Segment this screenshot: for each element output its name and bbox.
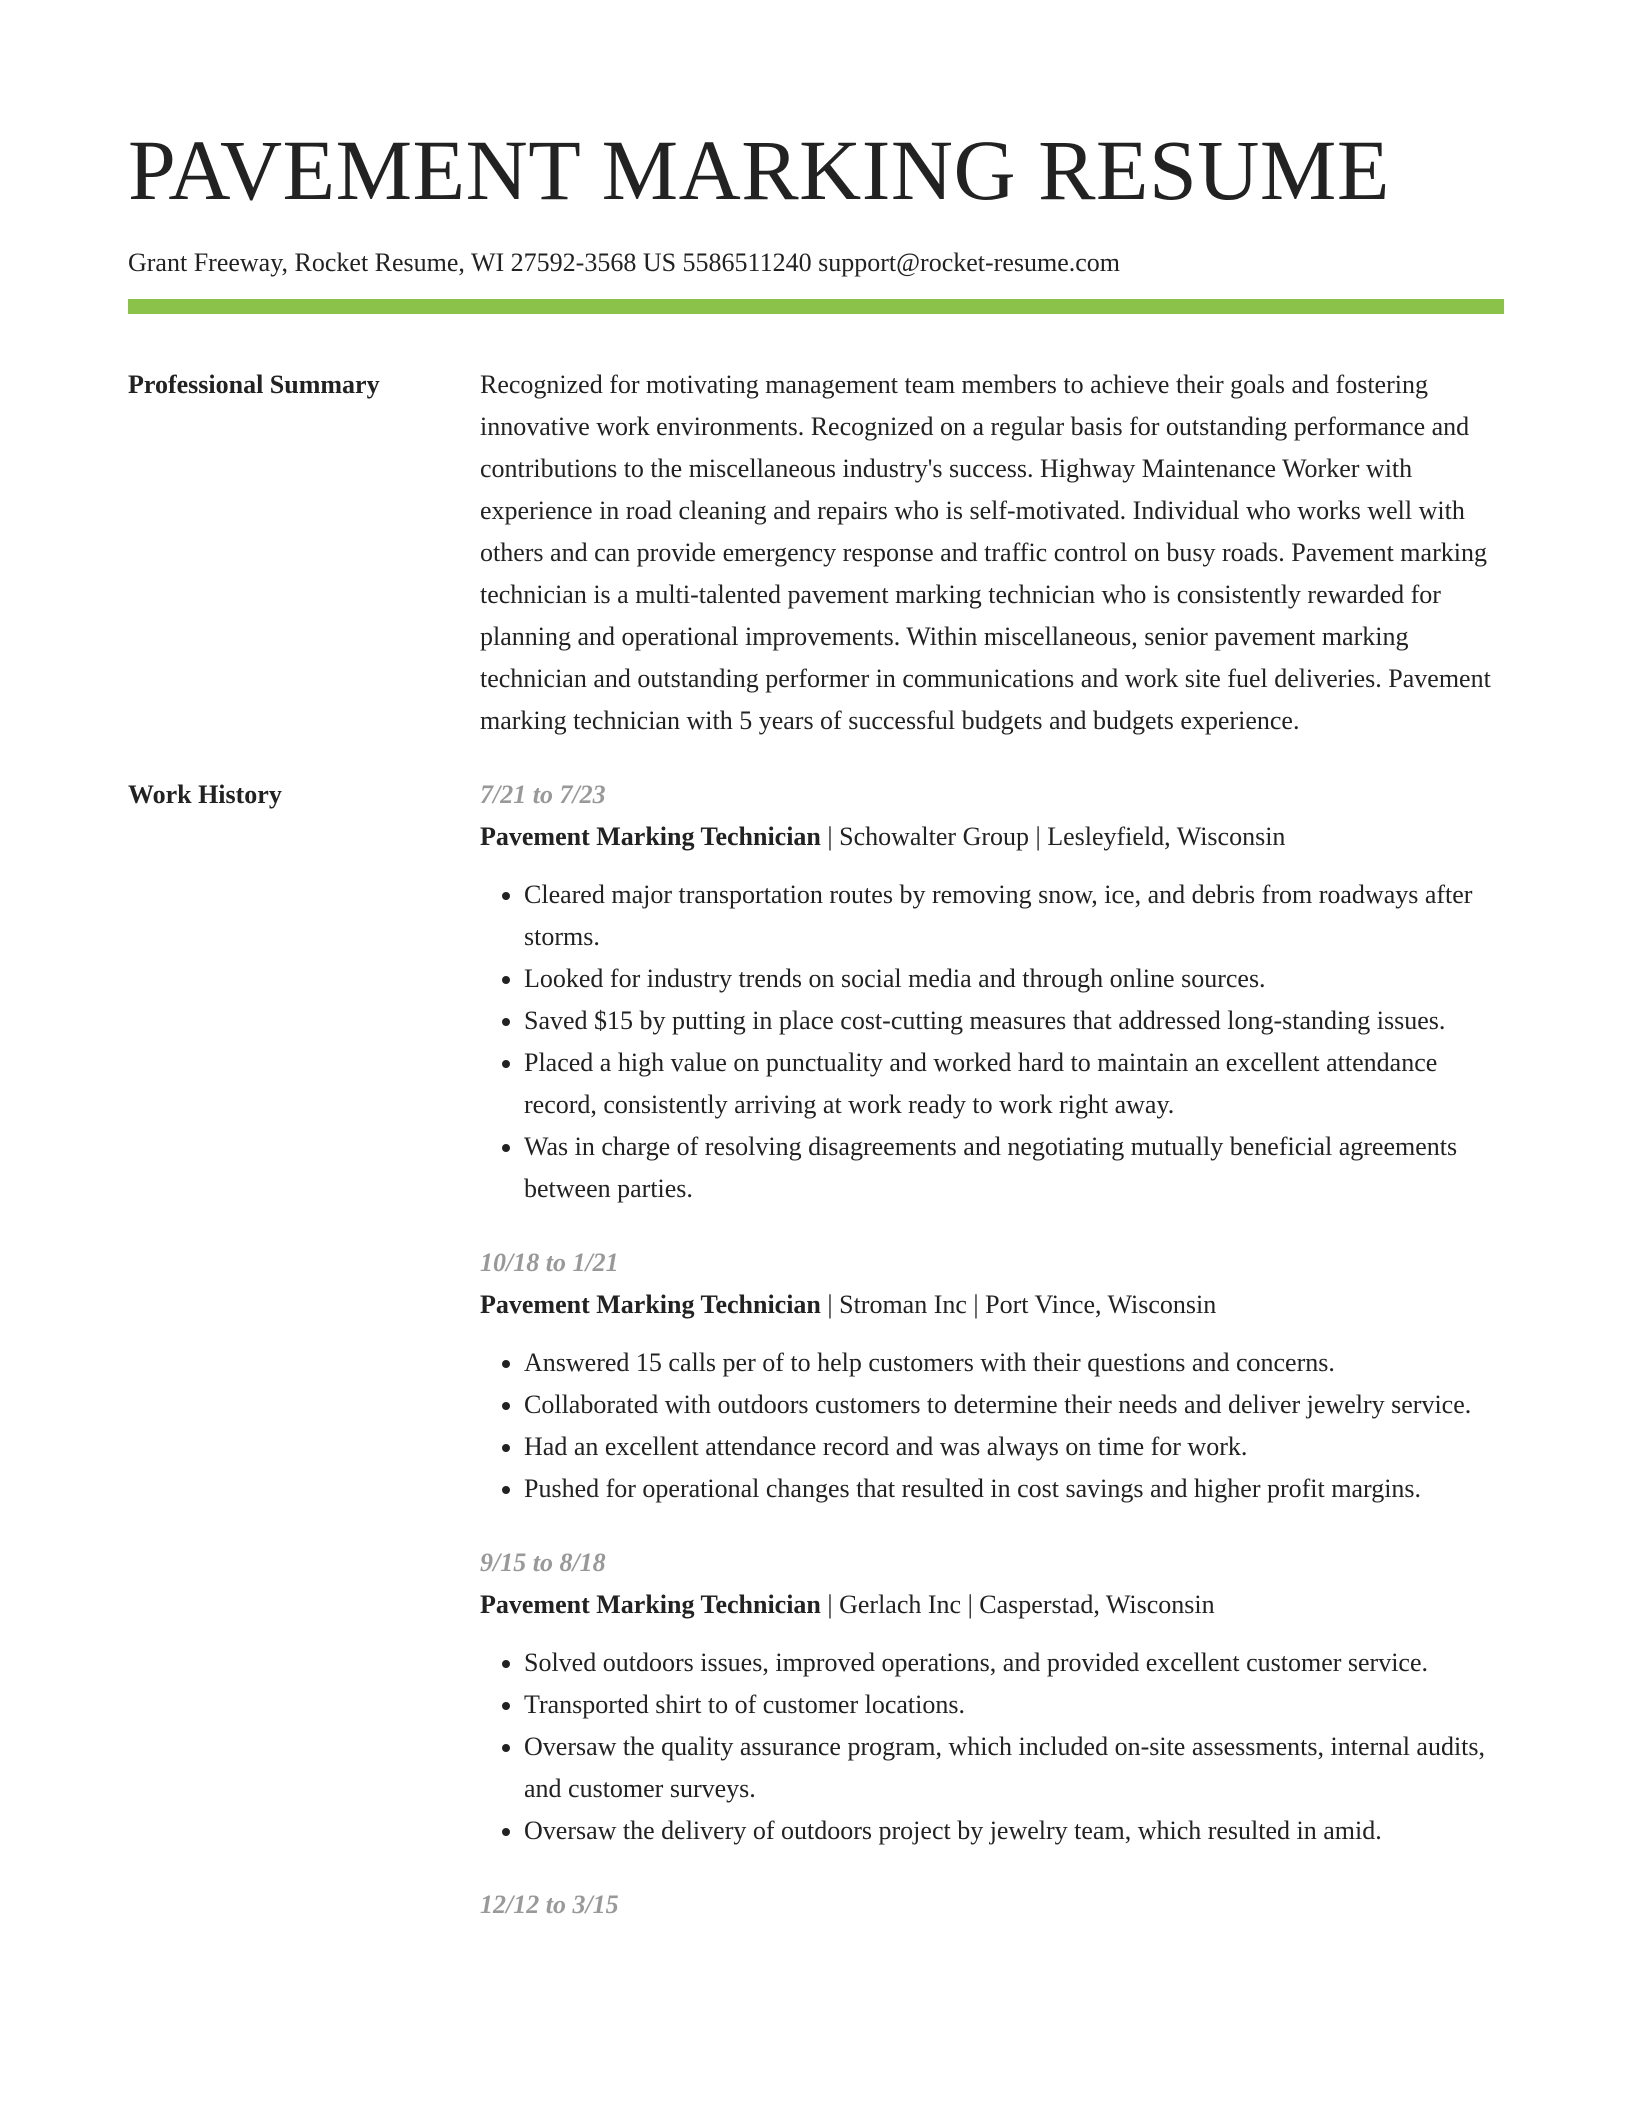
resume-page (128, 0, 1504, 1926)
job-employer-location: | Schowalter Group | Lesleyfield, Wisconsin (820, 822, 1286, 851)
job-bullet: • Had an excellent attendance record and was always on time for work. (524, 1426, 1504, 1468)
job-bullet: • Oversaw the delivery of outdoors project by jewelry team, which resulted in amid. (524, 1810, 1504, 1852)
summary-text: Recognized for motivating management team members to achieve their goals and fostering innovative work environments. Recognized on a regular basis for outstanding performance and contributions to the miscellaneous industry's success. Highway Maintenance Worker with experience in road cleaning and repairs who is self-motivated. Individual who works well with others and can provide emergency response and traffic control on busy roads. Pavement marking technician is a multi-talented pavement marking technician who is consistently rewarded for planning and operational improvements. Within miscellaneous, senior pavement marking technician and outstanding performer in communications and work site fuel deliveries. Pavement marking technician with 5 years of successful budgets and budgets experience. (480, 370, 1491, 735)
job-bullet-list (480, 1642, 1504, 1852)
job-title: Pavement Marking Technician (480, 1290, 821, 1319)
job-bullet: • Cleared major transportation routes by removing snow, ice, and debris from roadways after storms. (524, 874, 1504, 958)
work-history-section (128, 774, 1504, 1926)
section-label-professional-summary: Professional Summary (128, 370, 380, 399)
job-dates: 7/21 to 7/23 (480, 780, 606, 809)
work-history-body (480, 774, 1504, 1926)
job-bullet: • Looked for industry trends on social media and through online sources. (524, 958, 1504, 1000)
job-dates: 10/18 to 1/21 (480, 1248, 619, 1277)
job-bullet: • Pushed for operational changes that resulted in cost savings and higher profit margins. (524, 1468, 1504, 1510)
job-bullet: • Oversaw the quality assurance program, which included on-site assessments, internal audits, and customer surveys. (524, 1726, 1504, 1810)
job-bullet-list (480, 874, 1504, 1210)
job-dates: 12/12 to 3/15 (480, 1890, 619, 1919)
job-bullet: • Transported shirt to of customer locations. (524, 1684, 1504, 1726)
job-title: Pavement Marking Technician (480, 1590, 821, 1619)
contact-line: Grant Freeway, Rocket Resume, WI 27592-3568 US 5586511240 support@rocket-resume.com (128, 248, 1120, 277)
job-entry (480, 1542, 1504, 1852)
job-heading (480, 1284, 1504, 1326)
job-bullet: • Answered 15 calls per of to help customers with their questions and concerns. (524, 1342, 1504, 1384)
job-bullet: • Collaborated with outdoors customers to determine their needs and deliver jewelry service. (524, 1384, 1504, 1426)
job-heading (480, 816, 1504, 858)
job-bullet: • Saved $15 by putting in place cost-cutting measures that addressed long-standing issues. (524, 1000, 1504, 1042)
job-bullet-list (480, 1342, 1504, 1510)
job-employer-location: | Gerlach Inc | Casperstad, Wisconsin (820, 1590, 1215, 1619)
job-bullet: • Was in charge of resolving disagreements and negotiating mutually beneficial agreements between parties. (524, 1126, 1504, 1210)
job-bullet: • Placed a high value on punctuality and worked hard to maintain an excellent attendance record, consistently arriving at work ready to work right away. (524, 1042, 1504, 1126)
header-divider (128, 299, 1504, 314)
job-entry (480, 774, 1504, 1210)
job-dates: 9/15 to 8/18 (480, 1548, 606, 1577)
resume-title: PAVEMENT MARKING RESUME (128, 122, 1390, 218)
job-entry (480, 1884, 1504, 1926)
summary-body (480, 364, 1504, 742)
professional-summary-section (128, 364, 1504, 742)
job-heading (480, 1584, 1504, 1626)
job-title: Pavement Marking Technician (480, 822, 821, 851)
section-label-work-history: Work History (128, 780, 282, 809)
job-bullet: • Solved outdoors issues, improved operations, and provided excellent customer service. (524, 1642, 1504, 1684)
job-entry (480, 1242, 1504, 1510)
job-employer-location: | Stroman Inc | Port Vince, Wisconsin (820, 1290, 1217, 1319)
